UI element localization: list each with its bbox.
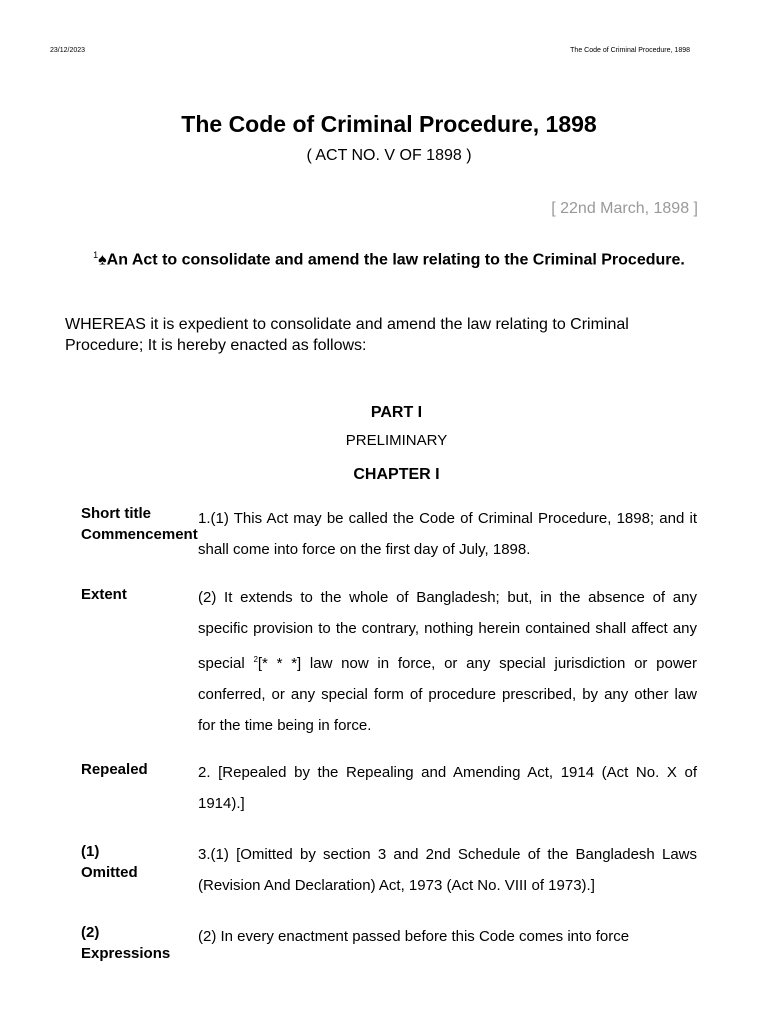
- side-note-line: (2): [81, 924, 100, 941]
- spade-symbol: ♠: [98, 251, 107, 269]
- chapter-heading: CHAPTER I: [353, 466, 440, 483]
- document-title: The Code of Criminal Procedure, 1898: [181, 111, 597, 137]
- side-note-line: Short title: [81, 505, 151, 522]
- header-doc-title: The Code of Criminal Procedure, 1898: [570, 47, 690, 54]
- part-heading: PART I: [370, 404, 423, 421]
- side-note-extent: Extent: [81, 586, 127, 603]
- side-note-repealed: Repealed: [81, 761, 148, 778]
- side-note-line: Omitted: [81, 864, 138, 881]
- header-date: 23/12/2023: [50, 47, 86, 54]
- side-note-line: (1): [81, 843, 100, 860]
- side-note-omitted: [81, 841, 211, 883]
- footnote-marker: 2: [253, 655, 258, 664]
- section-2-text: 2. [Repealed by the Repealing and Amending Act, 1914 (Act No. X of 1914).]: [198, 764, 697, 812]
- part-subtitle: PRELIMINARY: [345, 432, 448, 449]
- enactment-date: [ 22nd March, 1898 ]: [551, 200, 698, 217]
- preamble-text: WHEREAS it is expedient to consolidate and amend the law relating to Criminal Procedure; It is hereby enacted as follows:: [65, 316, 629, 354]
- side-note-line: Expressions: [81, 945, 171, 962]
- section-1-2-text: [198, 582, 697, 741]
- side-note-short-title: [81, 503, 211, 545]
- section-3-1-text: 3.(1) [Omitted by section 3 and 2nd Schedule of the Bangladesh Laws (Revision And Declaration) Act, 1973 (Act No. VIII of 1973).]: [198, 846, 697, 894]
- side-note-expressions: [81, 922, 211, 964]
- section-3-2-text: (2) In every enactment passed before this Code comes into force: [198, 928, 630, 945]
- section-1-1-text: 1.(1) This Act may be called the Code of Criminal Procedure, 1898; and it shall come into force on the first day of July, 1898.: [198, 510, 697, 558]
- preamble-heading-text: An Act to consolidate and amend the law relating to the Criminal Procedure.: [106, 251, 685, 269]
- act-number: ( ACT NO. V OF 1898 ): [306, 147, 472, 164]
- preamble-heading: [0, 250, 768, 269]
- section-text-part: [* * *] law now in force, or any special jurisdiction or power conferred, or any special form of procedure prescribed, by any other law for the time being in force.: [198, 655, 698, 734]
- side-note-line: Commencement: [81, 526, 198, 543]
- section-text-part: (2) It extends to the whole of Bangladesh; but, in the absence of any specific provision to the contrary, nothing herein contained shall affect any special: [198, 589, 697, 672]
- footnote-marker: 1: [93, 250, 99, 260]
